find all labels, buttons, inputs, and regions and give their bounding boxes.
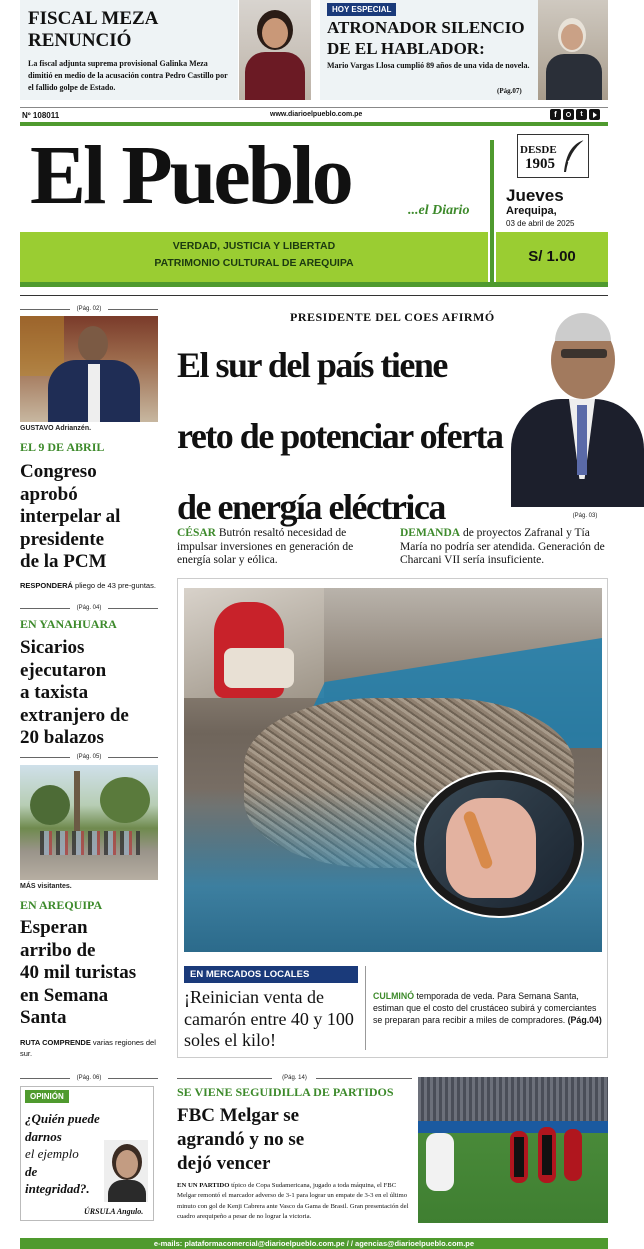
story3-photo [20,765,158,880]
opinion-photo [104,1140,148,1202]
sports-kicker: SE VIENE SEGUIDILLA DE PARTIDOS [177,1085,394,1099]
story1-ref: (Pág. 02) [76,306,102,312]
feature-text-rest: temporada de veda. Para Semana Santa, estiman que el costo del crustáceo subirá y comerciantes se preparan para recibir a miles de compradores. [373,991,597,1025]
story3-lead-rest: varias regiones del sur. [20,1038,156,1058]
date-day: Jueves [506,186,564,205]
story3-caption: MÁS visitantes. [20,883,72,890]
story1-lead-bold: RESPONDERÁ [20,581,73,590]
twitter-icon[interactable]: t [576,109,587,120]
story1-caption: GUSTAVO Adrianzén. [20,425,92,432]
opinion-quote-line: de [25,1163,38,1179]
story2-ref: (Pág. 04) [76,605,102,611]
story3-headline-line: Esperan [20,917,88,938]
date-full: 03 de abril de 2025 [506,219,575,228]
story1-photo [20,316,158,422]
top-right-ref: (Pág.07) [497,87,522,95]
story3-lead [20,1037,160,1059]
motto-line2: PATRIMONIO CULTURAL DE AREQUIPA [154,257,354,269]
sports-headline-line: FBC Melgar se [177,1105,300,1126]
sports-headline[interactable] [177,1104,412,1176]
main-col2-text: de proyectos Zafranal y Tía María no podría ser atendida. Generación de Charcani VII sería insuficiente. [400,527,605,566]
top-left-title [28,8,158,52]
opinion-badge: OPINIÓN [25,1090,69,1103]
story3-headline[interactable] [20,917,170,1030]
facebook-icon[interactable]: f [550,109,561,120]
feature-text [373,990,603,1026]
opinion-quote-line: integridad?. [25,1181,90,1196]
footer-text[interactable]: e-mails: plataformacomercial@diarioelpueblo.com.pe / / agencias@diarioelpueblo.com.pe [153,1239,475,1248]
main-col1-text: Butrón resaltó necesidad de impulsar inversiones en generación de energía solar y eólica. [177,527,354,566]
top-right-title-line2: DE EL HABLADOR: [327,39,485,58]
main-photo [509,299,644,507]
story3-kicker: EN AREQUIPA [20,898,103,912]
top-left-title-line1: FISCAL MEZA [28,8,159,29]
motto-line1: VERDAD, JUSTICIA Y LIBERTAD [172,240,336,252]
story3-headline-line: Santa [20,1007,67,1028]
top-left-photo [239,0,311,100]
top-left-title-line2: RENUNCIÓ [28,30,132,51]
date-city: Arequipa, [506,205,557,217]
main-headline[interactable] [177,330,557,543]
story2-headline-line: Sicarios [20,637,85,658]
instagram-icon[interactable] [563,109,574,120]
story3-lead-bold: RUTA COMPRENDE [20,1038,91,1047]
price: S/ 1.00 [528,248,576,265]
story1-headline[interactable] [20,461,165,574]
sports-lead [177,1181,409,1222]
sports-ref: (Pág. 14) [282,1075,307,1081]
sports-headline-line: dejó vencer [177,1153,271,1174]
story2-headline-line: extranjero de [20,704,129,726]
top-right-text: Mario Vargas Llosa cumplió 89 años de una vida de novela. [327,61,530,70]
story1-kicker: EL 9 DE ABRIL [20,440,105,454]
main-headline-line: de energía eléctrica [177,487,445,527]
opinion-quote-line: ¿Quién puede [25,1111,100,1126]
since-label: DESDE [520,144,557,156]
since-year: 1905 [525,156,555,172]
story3-headline-line: arribo de [20,939,96,961]
feature-text-bold: CULMINÓ [373,991,415,1001]
story2-kicker: EN YANAHUARA [20,617,117,631]
top-right-photo [538,0,608,100]
social-icons [550,109,600,120]
sports-lead-bold: EN UN PARTIDO [177,1182,230,1189]
story1-lead [20,580,160,591]
story1-lead-rest: pliego de 43 pre-guntas. [72,581,156,590]
story3-headline-line: 40 mil turistas [20,962,137,983]
main-kicker: PRESIDENTE DEL COES AFIRMÓ [290,310,495,324]
opinion-quote-line: darnos [25,1128,62,1144]
feature-ref: (Pág.04) [567,1015,602,1025]
opinion-quote-line: el ejemplo [25,1146,79,1161]
feature-label: EN MERCADOS LOCALES [184,966,358,983]
top-left-text: La fiscal adjunta suprema provisional Galinka Meza dimitió en medio de la acusación contra Pedro Castillo por el fallido golpe de Estado. [28,59,228,92]
main-col2 [400,527,610,568]
top-right-title [327,17,525,59]
masthead-logo[interactable]: El Pueblo [30,129,351,222]
main-col2-bold: DEMANDA [400,527,461,539]
opinion-author: ÚRSULA Angulo. [84,1207,144,1216]
quill-icon [560,138,586,174]
sports-photo [418,1077,608,1223]
story1-headline-line: aprobó [20,483,78,505]
top-right-title-line1: ATRONADOR SILENCIO [327,18,525,37]
main-col1 [177,527,387,568]
hoy-especial-badge: HOY ESPECIAL [327,3,396,16]
sports-lead-rest: típico de Copa Sudamericana, jugado a toda máquina, el FBC Melgar remontó el marcador adverso de 3-1 para lograr un empate de 3-3 en el último minuto con gol de Kenji Cabrera ante Vasco da Gama de Brasil. Gran presentación del cuadro arequipeño a pesar de no lograr la victoria. [177,1182,409,1220]
story3-headline-line: en Semana [20,984,109,1006]
masthead-tagline: ...el Diario [408,203,470,218]
story1-headline-line: de la PCM [20,551,107,572]
main-col1-bold: CÉSAR [177,527,216,539]
main-headline-line: reto de potenciar oferta [177,416,503,456]
story1-headline-line: Congreso [20,461,97,482]
main-headline-line: El sur del país tiene [177,345,447,385]
sports-headline-line: agrandó y no se [177,1129,305,1150]
story2-headline-line: ejecutaron [20,659,107,681]
feature-photo [184,588,602,952]
main-photo-ref: (Pág. 03) [572,513,598,519]
youtube-icon[interactable] [589,109,600,120]
issue-number: Nº 108011 [22,111,60,120]
story1-headline-line: presidente [20,528,105,550]
story2-headline-line: a taxista [20,682,89,703]
story1-headline-line: interpelar al [20,506,121,527]
website-link[interactable]: www.diarioelpueblo.com.pe [270,111,363,118]
opinion-ref: (Pág. 06) [76,1075,102,1081]
feature-headline[interactable]: ¡Reinician venta de camarón entre 40 y 100 soles el kilo! [184,987,354,1050]
story2-headline[interactable] [20,637,170,750]
story3-ref: (Pág. 05) [76,754,102,760]
story2-headline-line: 20 balazos [20,727,104,748]
